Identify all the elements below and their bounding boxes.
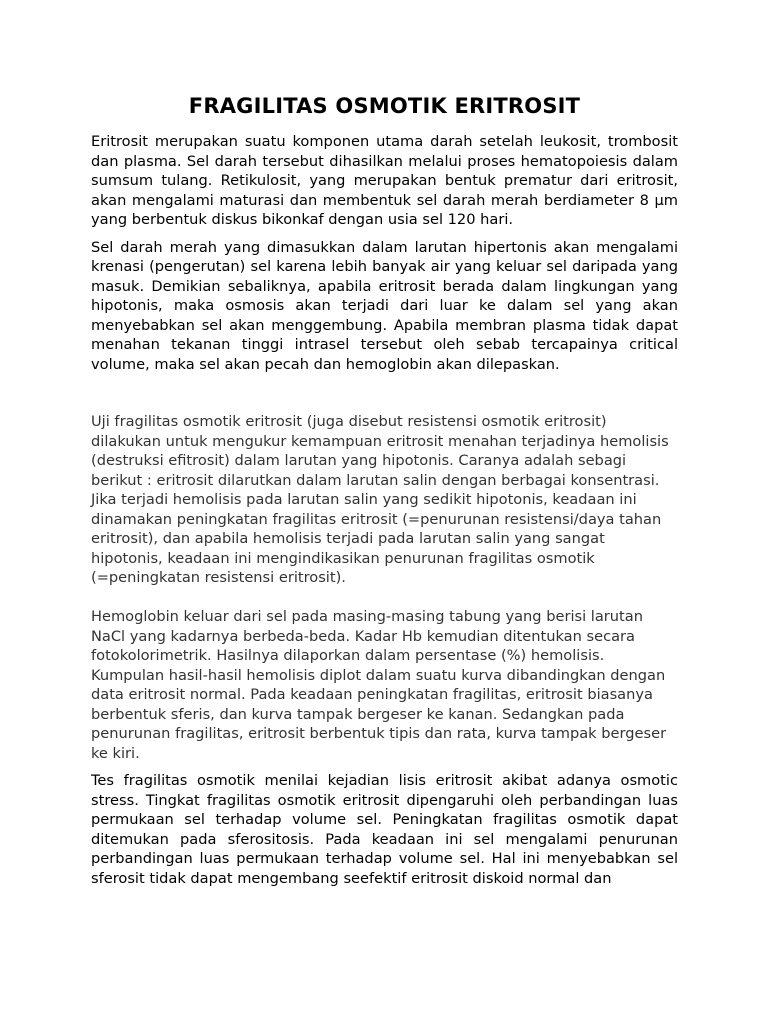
paragraph-eritrosit-intro: Eritrosit merupakan suatu komponen utama darah setelah leukosit, trombosit dan plasma. Sel darah tersebut dihasilkan melalui proses hematopoiesis dalam sumsum tulang. Retikulosit, yang merupakan bentuk prematur dari eritrosit, akan mengalami maturasi dan membentuk sel darah merah berdiameter 8 µm yang berbentuk diskus bikonkaf dengan usia sel 120 hari. bbox=[91, 133, 678, 228]
paragraph-cutoff-container bbox=[91, 771, 678, 888]
paragraph-hemoglobin-measurement: Hemoglobin keluar dari sel pada masing-masing tabung yang berisi larutan NaCl yang kadarnya berbeda-beda. Kadar Hb kemudian ditentukan secara fotokolorimetrik. Hasilnya dilaporkan dalam persentase (%) hemolisis. Kumpulan hasil-hasil hemolisis diplot dalam suatu kurva dibandingkan dengan data eritrosit normal. Pada keadaan peningkatan fragilitas, eritrosit biasanya berbentuk sferis, dan kurva tampak bergeser ke kanan. Sedangkan pada penurunan fragilitas, eritrosit berbentuk tipis dan rata, kurva tampak bergeser ke kiri. bbox=[91, 608, 667, 762]
document-page bbox=[91, 92, 678, 888]
paragraph-osmotic-stress: Tes fragilitas osmotik menilai kejadian lisis eritrosit akibat adanya osmotic stress. Tingkat fragilitas osmotik eritrosit dipengaruhi oleh perbandingan luas permukaan sel terhadap volume sel. Peningkatan fragilitas osmotik dapat ditemukan pada sferositosis. Pada keadaan ini sel mengalami penurunan perbandingan luas permukaan terhadap volume sel. Hal ini menyebabkan sel sferosit tidak dapat mengembang seefektif eritrosit diskoid normal dan bbox=[91, 772, 678, 887]
paragraph-fragility-test: Uji fragilitas osmotik eritrosit (juga disebut resistensi osmotik eritrosit) dilakukan untuk mengukur kemampuan eritrosit menahan terjadinya hemolisis (destruksi efitrosit) dalam larutan yang hipotonis. Caranya adalah sebagi berikut : eritrosit dilarutkan dalam larutan salin dengan berbagai konsentrasi. Jika terjadi hemolisis pada larutan salin yang sedikit hipotonis, keadaan ini dinamakan peningkatan fragilitas eritrosit (=penurunan resistensi/daya tahan eritrosit), dan apabila hemolisis terjadi pada larutan salin yang sangat hipotonis, keadaan ini mengindikasikan penurunan fragilitas osmotik (=peningkatan resistensi eritrosit). bbox=[91, 413, 669, 586]
document-title: FRAGILITAS OSMOTIK ERITROSIT bbox=[188, 94, 581, 118]
paragraph-osmotic-behavior: Sel darah merah yang dimasukkan dalam larutan hipertonis akan mengalami krenasi (pengerutan) sel karena lebih banyak air yang keluar sel daripada yang masuk. Demikian sebaliknya, apabila eritrosit berada dalam lingkungan yang hipotonis, maka osmosis akan terjadi dari luar ke dalam sel yang akan menyebabkan sel akan menggembung. Apabila membran plasma tidak dapat menahan tekanan tinggi intrasel tersebut oleh sebab tercapainya critical volume, maka sel akan pecah dan hemoglobin akan dilepaskan. bbox=[91, 238, 678, 373]
